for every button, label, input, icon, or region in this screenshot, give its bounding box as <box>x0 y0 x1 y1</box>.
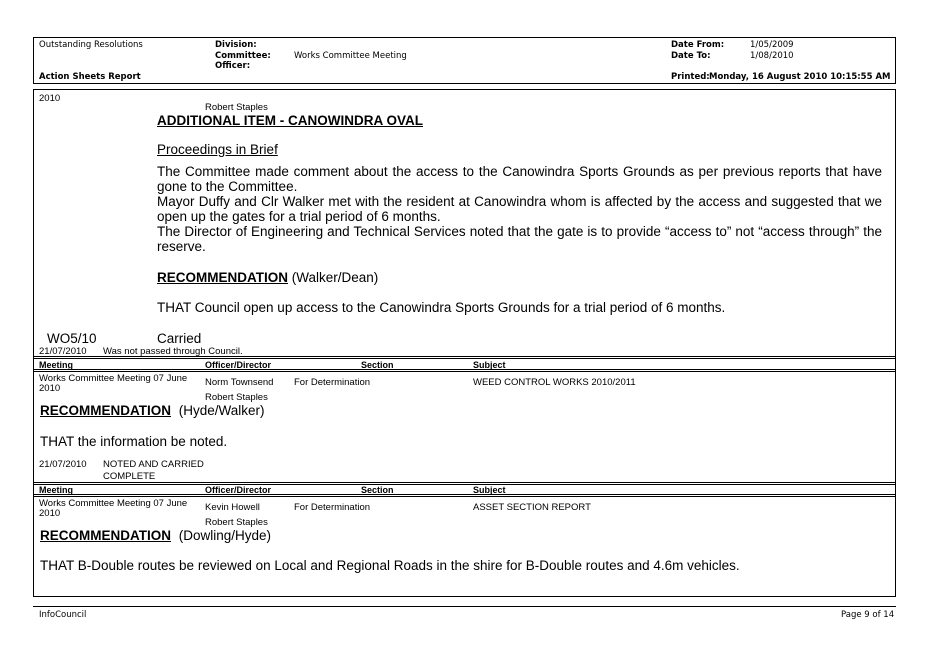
action-note-text: Was not passed through Council. <box>103 346 243 357</box>
recommendation-line <box>40 403 265 418</box>
action-note-date: 21/07/2010 <box>39 346 87 357</box>
resolution-text: THAT Council open up access to the Canowindra Sports Grounds for a trial period of 6 months. <box>157 300 726 315</box>
col-officer: Officer/Director <box>205 485 272 495</box>
section-name: For Determination <box>294 502 371 513</box>
meeting-name: Works Committee Meeting 07 June <box>39 498 188 509</box>
resolution-text: THAT the information be noted. <box>40 434 228 449</box>
printed-value: Monday, 16 August 2010 10:15:55 AM <box>709 72 891 82</box>
resolution-text: THAT B-Double routes be reviewed on Local and Regional Roads in the shire for B-Double routes and 4.6m vehicles. <box>40 558 740 573</box>
proceedings-heading: Proceedings in Brief <box>157 142 278 157</box>
footer-rule <box>33 606 896 607</box>
table-header-rule-top <box>33 482 896 485</box>
recommendation-label: RECOMMENDATION <box>40 403 171 418</box>
recommendation-line <box>157 270 378 285</box>
footer-app-name: InfoCouncil <box>39 610 87 620</box>
col-section: Section <box>361 485 394 495</box>
action-note-text: NOTED AND CARRIED <box>103 459 204 470</box>
resolution-number: WO5/10 <box>47 331 97 346</box>
date-from-value: 1/05/2009 <box>750 40 794 50</box>
date-to-value: 1/08/2010 <box>750 51 794 61</box>
item-officer: Robert Staples <box>205 102 268 113</box>
item-title: ADDITIONAL ITEM - CANOWINDRA OVAL <box>157 113 423 128</box>
recommendation-movers: (Walker/Dean) <box>291 270 379 285</box>
table-header-rule-bottom <box>33 369 896 372</box>
committee-value: Works Committee Meeting <box>294 51 407 61</box>
date-to-label: Date To: <box>671 51 711 61</box>
recommendation-label: RECOMMENDATION <box>40 528 171 543</box>
meeting-year: 2010 <box>39 508 61 519</box>
action-note-date: 21/07/2010 <box>39 459 87 470</box>
page-number: Page 9 of 14 <box>841 610 895 620</box>
proceedings-paragraph-3: The Director of Engineering and Technical Services noted that the gate is to provide “access to” not “access through” the reserve. <box>157 224 882 254</box>
table-header-rule-top <box>33 356 896 359</box>
col-section: Section <box>361 360 394 370</box>
proceedings-paragraph-2: Mayor Duffy and Clr Walker met with the resident at Canowindra whom is affected by the access and suggested that we open up the gates for a trial period of 6 months. <box>157 194 882 224</box>
resolution-status: Carried <box>157 331 202 346</box>
col-subject: Subject <box>473 485 506 495</box>
date-from-label: Date From: <box>671 40 725 50</box>
recommendation-label: RECOMMENDATION <box>157 270 288 285</box>
officer-name-2: Robert Staples <box>205 392 268 403</box>
col-meeting: Meeting <box>39 360 74 370</box>
subject-name: ASSET SECTION REPORT <box>473 502 591 513</box>
meeting-year: 2010 <box>39 383 61 394</box>
proceedings-paragraph-1: The Committee made comment about the access to the Canowindra Sports Grounds as per previous reports that have gone to the Committee. <box>157 164 882 194</box>
recommendation-movers: (Dowling/Hyde) <box>178 528 272 543</box>
officer-name: Kevin Howell <box>205 502 260 513</box>
action-note-text-2: COMPLETE <box>103 471 156 482</box>
officer-name-2: Robert Staples <box>205 517 268 528</box>
officer-name: Norm Townsend <box>205 377 274 388</box>
table-header-rule-bottom <box>33 494 896 497</box>
section-name: For Determination <box>294 377 371 388</box>
meeting-name: Works Committee Meeting 07 June <box>39 373 188 384</box>
committee-label: Committee: <box>215 51 271 61</box>
subject-name: WEED CONTROL WORKS 2010/2011 <box>473 377 636 388</box>
printed-label: Printed: <box>671 72 710 82</box>
report-group: Outstanding Resolutions <box>39 40 143 50</box>
recommendation-line <box>40 528 271 543</box>
division-label: Division: <box>215 40 257 50</box>
report-name: Action Sheets Report <box>39 72 141 82</box>
item-year: 2010 <box>39 93 61 104</box>
officer-label: Officer: <box>215 61 251 71</box>
col-officer: Officer/Director <box>205 360 272 370</box>
recommendation-movers: (Hyde/Walker) <box>178 403 265 418</box>
col-meeting: Meeting <box>39 485 74 495</box>
col-subject: Subject <box>473 360 506 370</box>
